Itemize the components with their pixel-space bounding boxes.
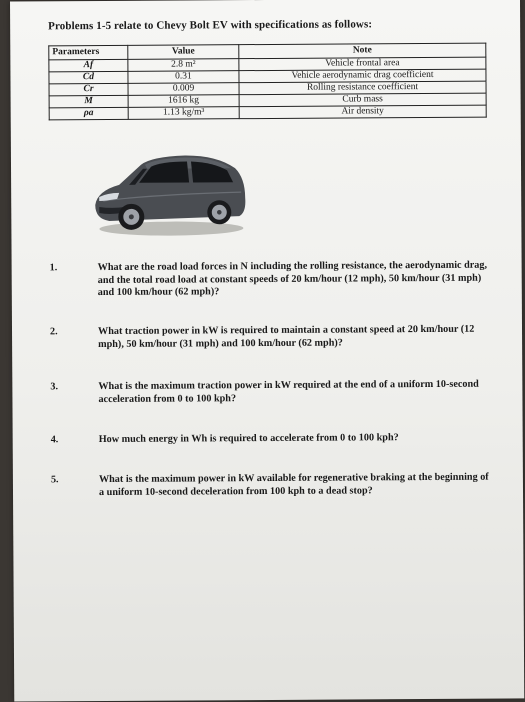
value-cell: 1.13 kg/m³ xyxy=(128,107,239,120)
value-cell: 0.009 xyxy=(128,83,239,96)
question-2 xyxy=(49,323,490,350)
param-cell: ρa xyxy=(49,107,128,119)
param-cell: Af xyxy=(49,59,128,71)
question-text: What is the maximum power in kW available for regenerative braking at the beginning of a uniform 10-second deceleration from 100 kph to a dead stop? xyxy=(98,471,489,498)
question-number: 3. xyxy=(50,381,59,393)
question-text: What is the maximum traction power in kW required at the end of a uniform 10-second acceleration from 0 to 100 kph? xyxy=(98,378,479,405)
value-cell: 2.8 m² xyxy=(128,59,239,72)
table-row xyxy=(49,105,486,120)
question-text: What are the road load forces in N including the rolling resistance, the aerodynamic drag, and the total road load at constant speeds of 20 km/hour (12 mph), 50 km/hour (31 mph) and 100 km/hour (62 mph)? xyxy=(97,259,488,299)
question-text: How much energy in Wh is required to accelerate from 0 to 100 kph? xyxy=(98,432,399,446)
column-header-note: Note xyxy=(239,43,486,59)
question-1 xyxy=(49,259,490,299)
value-cell: 1616 kg xyxy=(128,95,239,108)
question-text: What traction power in kW is required to maintain a constant speed at 20 km/hour (12 mph), 50 km/hour (31 mph) and 100 km/hour (62 mph)? xyxy=(97,323,475,350)
question-number: 4. xyxy=(50,434,59,446)
column-header-parameters: Parameters xyxy=(49,45,128,59)
value-cell: 0.31 xyxy=(128,71,239,84)
column-header-value: Value xyxy=(128,45,239,60)
page-heading: Problems 1-5 relate to Chevy Bolt EV with specifications as follows: xyxy=(48,18,373,33)
specifications-table xyxy=(48,43,486,121)
note-cell: Air density xyxy=(239,105,486,119)
note-cell: Vehicle aerodynamic drag coefficient xyxy=(239,69,486,83)
question-number: 2. xyxy=(49,326,58,338)
note-cell: Rolling resistance coefficient xyxy=(239,81,486,95)
question-number: 5. xyxy=(50,474,59,486)
note-cell: Curb mass xyxy=(239,93,486,107)
question-3 xyxy=(50,378,490,405)
question-4 xyxy=(50,432,491,446)
worksheet-page xyxy=(10,0,524,702)
question-5 xyxy=(50,471,491,498)
param-cell: Cd xyxy=(49,71,128,83)
question-number: 1. xyxy=(49,262,58,274)
param-cell: Cr xyxy=(49,83,128,95)
note-cell: Vehicle frontal area xyxy=(239,57,486,71)
param-cell: M xyxy=(49,95,128,107)
car-image xyxy=(89,146,250,239)
